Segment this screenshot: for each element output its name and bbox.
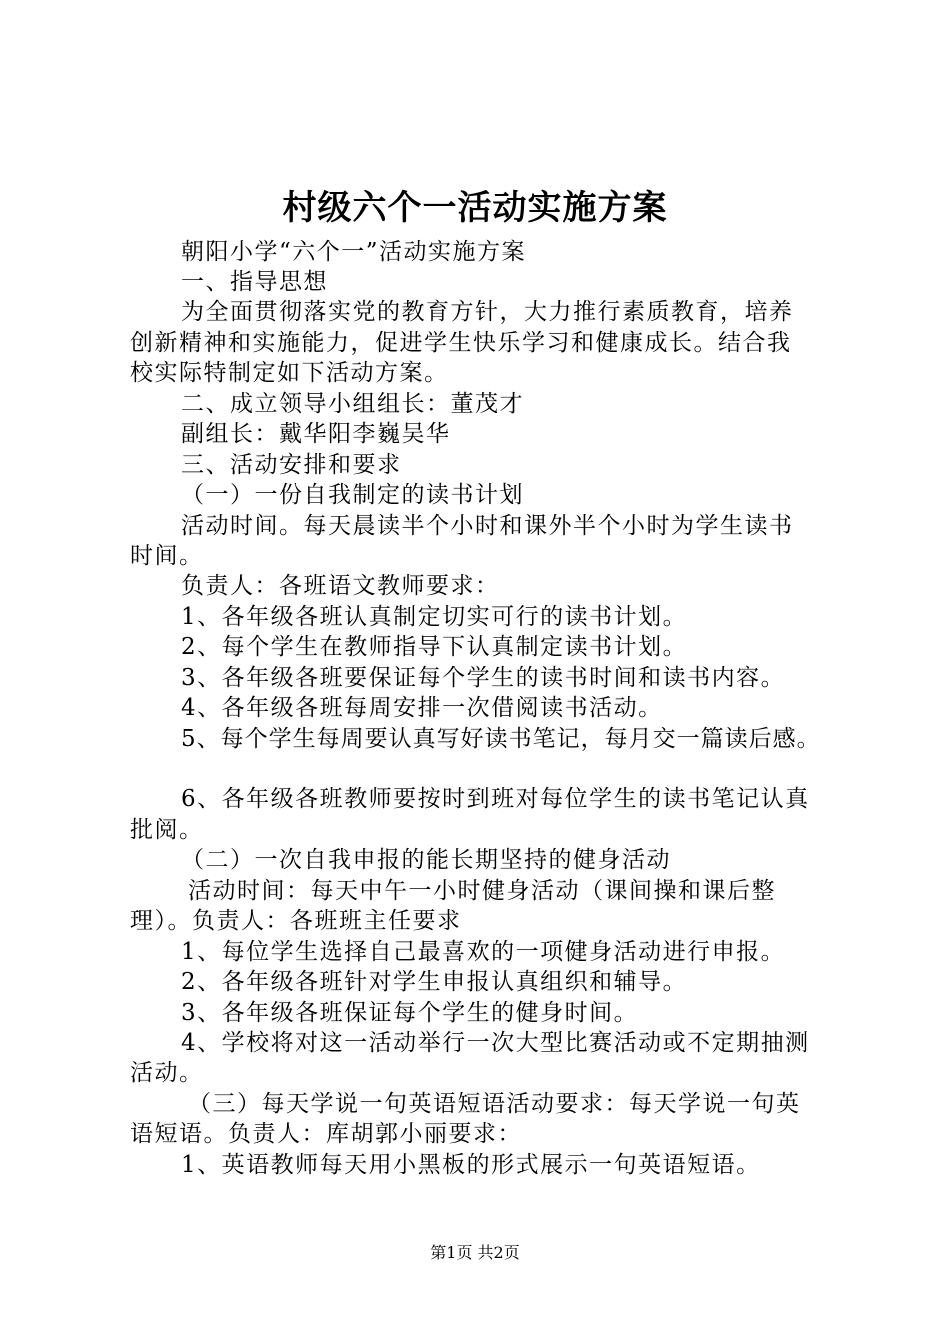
list-item: 4、学校将对这一活动举行一次大型比赛活动或不定期抽测 xyxy=(181,1030,810,1056)
section-heading: 三、活动安排和要求 xyxy=(181,452,402,478)
document-title: 村级六个一活动实施方案 xyxy=(282,188,668,228)
page-footer: 第1页 共2页 xyxy=(430,1243,520,1262)
section-heading: 一、指导思想 xyxy=(181,269,328,295)
subsection-heading: （二）一次自我申报的能长期坚持的健身活动 xyxy=(181,847,671,873)
paragraph-line: 校实际特制定如下活动方案。 xyxy=(130,360,449,386)
list-item: 2、每个学生在教师指导下认真制定读书计划。 xyxy=(181,634,688,660)
list-item: 活动。 xyxy=(130,1060,204,1086)
paragraph-line: 创新精神和实施能力，促进学生快乐学习和健康成长。结合我 xyxy=(130,330,792,356)
paragraph-line: 活动时间：每天中午一小时健身活动（课间操和课后整 xyxy=(188,878,776,904)
list-item: 6、各年级各班教师要按时到班对每位学生的读书笔记认真 xyxy=(181,786,810,812)
list-item: 1、各年级各班认真制定切实可行的读书计划。 xyxy=(181,604,688,630)
paragraph-line: 为全面贯彻落实党的教育方针，大力推行素质教育，培养 xyxy=(181,299,794,325)
section-heading: 二、成立领导小组组长：董茂才 xyxy=(181,391,524,417)
paragraph-line: 负责人：各班语文教师要求： xyxy=(181,573,500,599)
paragraph-line: 理）。负责人：各班班主任要求 xyxy=(130,908,462,934)
list-item: 3、各年级各班要保证每个学生的读书时间和读书内容。 xyxy=(181,665,786,691)
list-item: 1、每位学生选择自己最喜欢的一项健身活动进行申报。 xyxy=(181,939,786,965)
list-item: 3、各年级各班保证每个学生的健身时间。 xyxy=(181,1000,639,1026)
list-item: 5、每个学生每周要认真写好读书笔记，每月交一篇读后感。 xyxy=(181,726,821,752)
list-item: 4、各年级各班每周安排一次借阅读书活动。 xyxy=(181,695,663,721)
subtitle-line: 朝阳小学“六个一”活动实施方案 xyxy=(181,239,527,265)
list-item: 批阅。 xyxy=(130,817,204,843)
paragraph-line: 语短语。负责人：库胡郭小丽要求： xyxy=(130,1121,522,1147)
paragraph-line: 时间。 xyxy=(130,543,204,569)
subsection-heading: （三）每天学说一句英语短语活动要求：每天学说一句英 xyxy=(188,1091,801,1117)
list-item: 2、各年级各班针对学生申报认真组织和辅导。 xyxy=(181,969,688,995)
paragraph-line: 副组长：戴华阳李巍吴华 xyxy=(181,421,451,447)
list-item: 1、英语教师每天用小黑板的形式展示一句英语短语。 xyxy=(181,1152,761,1178)
paragraph-line: 活动时间。每天晨读半个小时和课外半个小时为学生读书 xyxy=(181,513,794,539)
subsection-heading: （一）一份自我制定的读书计划 xyxy=(181,482,524,508)
